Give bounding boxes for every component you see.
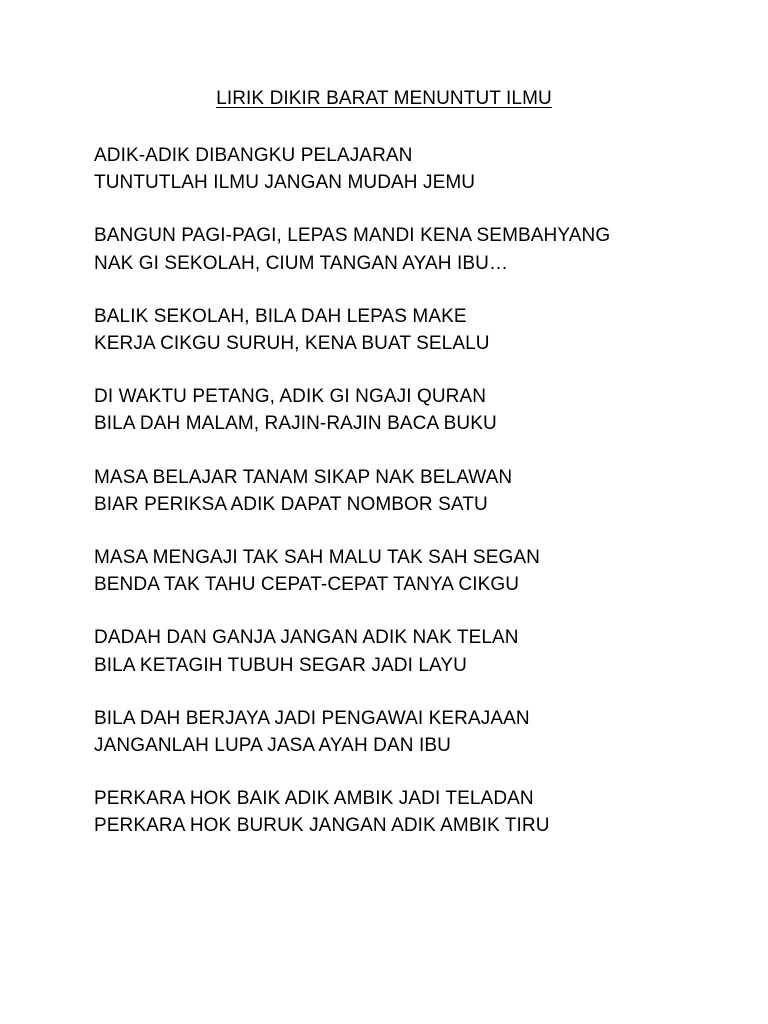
lyric-line: KERJA CIKGU SURUH, KENA BUAT SELALU: [94, 333, 490, 355]
lyric-line: BIAR PERIKSA ADIK DAPAT NOMBOR SATU: [94, 493, 488, 515]
stanza-7: [94, 624, 734, 678]
lyric-line: DI WAKTU PETANG, ADIK GI NGAJI QURAN: [94, 386, 487, 408]
stanza-1: [94, 142, 734, 196]
lyrics-body: [94, 142, 734, 866]
stanza-5: [94, 464, 734, 518]
lyric-line: BANGUN PAGI-PAGI, LEPAS MANDI KENA SEMBAHYANG: [94, 225, 611, 247]
lyric-line: BILA DAH MALAM, RAJIN-RAJIN BACA BUKU: [94, 413, 497, 435]
stanza-2: [94, 222, 734, 276]
stanza-8: [94, 705, 734, 759]
lyric-line: PERKARA HOK BURUK JANGAN ADIK AMBIK TIRU: [94, 815, 550, 837]
stanza-3: [94, 303, 734, 357]
lyric-line: BENDA TAK TAHU CEPAT-CEPAT TANYA CIKGU: [94, 574, 520, 596]
lyric-line: MASA BELAJAR TANAM SIKAP NAK BELAWAN: [94, 466, 513, 488]
lyric-line: NAK GI SEKOLAH, CIUM TANGAN AYAH IBU…: [94, 252, 509, 274]
document-title: LIRIK DIKIR BARAT MENUNTUT ILMU: [216, 88, 552, 109]
lyric-line: BILA DAH BERJAYA JADI PENGAWAI KERAJAAN: [94, 707, 530, 729]
lyric-line: DADAH DAN GANJA JANGAN ADIK NAK TELAN: [94, 627, 519, 649]
lyric-line: JANGANLAH LUPA JASA AYAH DAN IBU: [94, 735, 451, 757]
lyric-line: TUNTUTLAH ILMU JANGAN MUDAH JEMU: [94, 172, 476, 194]
lyric-line: PERKARA HOK BAIK ADIK AMBIK JADI TELADAN: [94, 788, 534, 810]
lyric-line: BALIK SEKOLAH, BILA DAH LEPAS MAKE: [94, 305, 467, 327]
lyric-line: ADIK-ADIK DIBANGKU PELAJARAN: [94, 145, 413, 166]
stanza-9: [94, 785, 734, 839]
stanza-4: [94, 383, 734, 437]
stanza-6: [94, 544, 734, 598]
lyric-line: MASA MENGAJI TAK SAH MALU TAK SAH SEGAN: [94, 547, 540, 569]
lyric-line: BILA KETAGIH TUBUH SEGAR JADI LAYU: [94, 654, 467, 676]
